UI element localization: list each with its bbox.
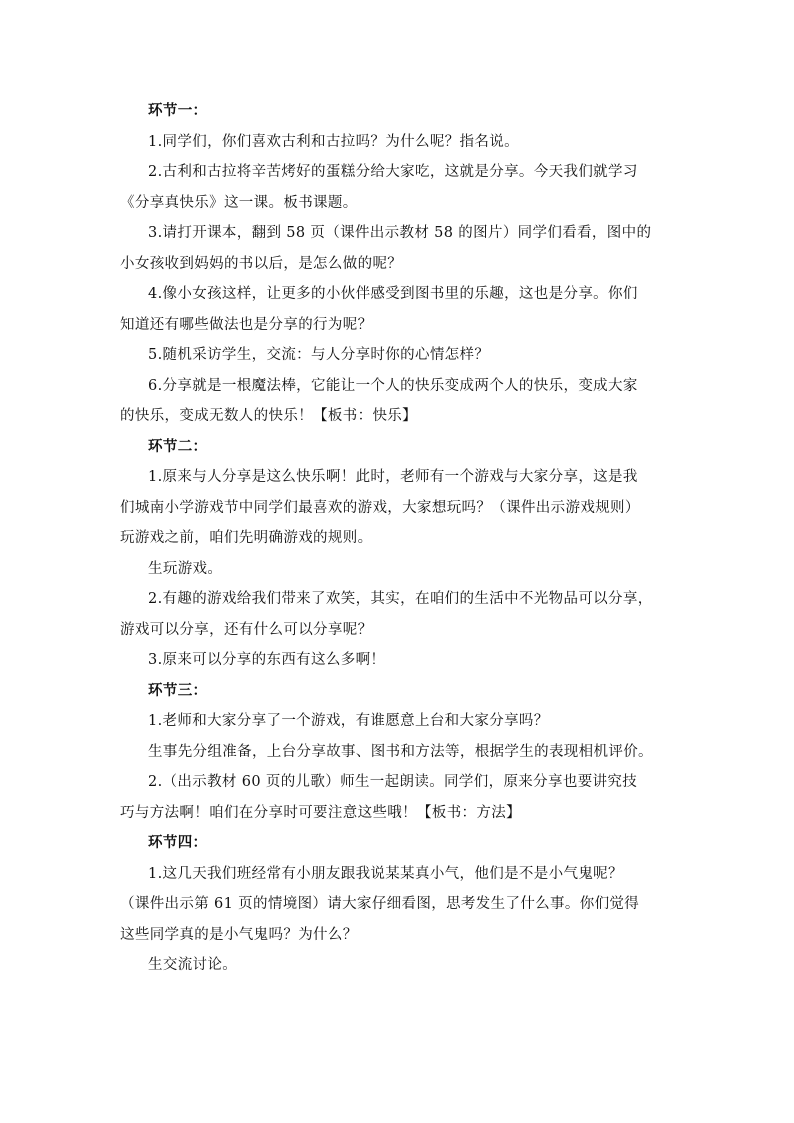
text-line: （课件出示第 61 页的情境图）请大家仔细看图，思考发生了什么事。你们觉得 xyxy=(120,896,640,912)
text-line: 1.这几天我们班经常有小朋友跟我说某某真小气，他们是不是小气鬼呢？ xyxy=(148,865,623,882)
text-line: 2.（出示教材 60 页的儿歌）师生一起朗读。同学们，原来分享也要讲究技 xyxy=(148,774,638,790)
text-line: 的快乐，变成无数人的快乐！【板书：快乐】 xyxy=(120,408,417,424)
section-heading: 环节三： xyxy=(148,681,208,699)
section-heading: 环节一： xyxy=(148,102,208,119)
text-line: 3.请打开课本，翻到 58 页（课件出示教材 58 的图片）同学们看看，图中的 xyxy=(148,225,652,241)
text-line: 3.原来可以分享的东西有这么多啊！ xyxy=(148,652,386,668)
text-line: 《分享真快乐》这一课。板书课题。 xyxy=(120,194,358,211)
text-line: 小女孩收到妈妈的书以后，是怎么做的呢？ xyxy=(120,255,403,272)
text-line: 们城南小学游戏节中同学们最喜欢的游戏，大家想玩吗？（课件出示游戏规则） xyxy=(120,499,640,516)
section-heading: 环节四： xyxy=(148,834,208,851)
text-line: 生事先分组准备，上台分享故事、图书和方法等，根据学生的表现相机评价。 xyxy=(148,743,653,760)
text-line: 2.有趣的游戏给我们带来了欢笑，其实，在咱们的生活中不光物品可以分享， xyxy=(148,591,653,607)
text-line: 生交流讨论。 xyxy=(148,957,238,973)
text-line: 知道还有哪些做法也是分享的行为呢？ xyxy=(120,316,373,333)
text-line: 5.随机采访学生，交流：与人分享时你的心情怎样？ xyxy=(148,347,490,363)
document-page xyxy=(120,96,680,981)
text-line: 6.分享就是一根魔法棒，它能让一个人的快乐变成两个人的快乐，变成大家 xyxy=(148,377,638,394)
section-heading: 环节二： xyxy=(148,437,208,455)
text-line: 游戏可以分享，还有什么可以分享呢？ xyxy=(120,621,373,638)
text-line: 1.同学们，你们喜欢古利和古拉吗？为什么呢？指名说。 xyxy=(148,133,519,150)
text-line: 生玩游戏。 xyxy=(148,560,223,577)
text-line: 2.古利和古拉将辛苦烤好的蛋糕分给大家吃，这就是分享。今天我们就学习 xyxy=(148,164,638,180)
text-line: 4.像小女孩这样，让更多的小伙伴感受到图书里的乐趣，这也是分享。你们 xyxy=(148,286,638,302)
text-line: 巧与方法啊！咱们在分享时可要注意这些哦！【板书：方法】 xyxy=(120,804,521,821)
text-line: 1.老师和大家分享了一个游戏，有谁愿意上台和大家分享吗？ xyxy=(148,713,549,729)
text-line: 这些同学真的是小气鬼吗？为什么？ xyxy=(120,926,358,943)
text-line: 1.原来与人分享是这么快乐啊！此时，老师有一个游戏与大家分享，这是我 xyxy=(148,469,638,485)
text-line: 玩游戏之前，咱们先明确游戏的规则。 xyxy=(120,530,373,546)
